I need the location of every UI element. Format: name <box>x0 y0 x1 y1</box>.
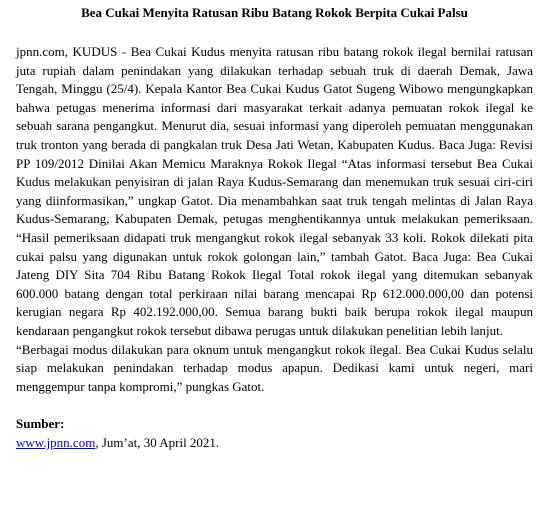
source-link[interactable]: www.jpnn.com <box>16 434 96 450</box>
article-paragraph-1: jpnn.com, KUDUS - Bea Cukai Kudus menyita ratusan ribu batang rokok ilegal bernilai ratusan juta rupiah dalam penindakan yang dilakukan terhadap sebuah truk di daerah Demak, Jawa Tengah, Minggu (25/4). Kepala Kantor Bea Cukai Kudus Gatot Sugeng Wibowo mengungkapkan bahwa petugas menerima informasi dari masyarakat terkait adanya pemuatan rokok ilegal ke sebuah sarana pengangkut. Menurut dia, sesuai informasi yang diperoleh pemuatan menggunakan truk tronton yang berada di pangkalan truk Desa Jati Wetan, Kabupaten Kudus. Baca Juga: Revisi PP 109/2012 Dinilai Akan Memicu Maraknya Rokok Ilegal “Atas informasi tersebut Bea Cukai Kudus melakukan penyisiran di jalan Raya Kudus-Semarang dan menemukan truk sesuai ciri-ciri yang diinformasikan,” ungkap Gatot. Dia menambahkan saat truk tengah melintas di Jalan Raya Kudus-Semarang, Kabupaten Demak, petugas menghentikannya untuk melakukan pemeriksaan. “Hasil pemeriksaan didapati truk mengangkut rokok ilegal sebanyak 33 koli. Rokok dilekati pita cukai palsu yang digunakan untuk rokok golongan lain,” tambah Gatot. Baca Juga: Bea Cukai Jateng DIY Sita 704 Ribu Batang Rokok Ilegal Total rokok ilegal yang ditemukan sebanyak 600.000 batang dengan total perkiraan nilai barang mencapai Rp 612.000.000,00 dan potensi kerugian negara Rp 402.192.000,00. Semua barang bukti baik berupa rokok ilegal maupun kendaraan pengangkut rokok tersebut dibawa perugas untuk dilakukan penelitian lebih lanjut. <box>16 44 533 338</box>
article-title: Bea Cukai Menyita Ratusan Ribu Batang Rokok Berpita Cukai Palsu <box>81 5 468 20</box>
source-date: , Jum’at, 30 April 2021. <box>95 434 220 450</box>
source-heading: Sumber: <box>16 416 65 432</box>
source-line <box>16 434 533 453</box>
article-body <box>16 43 533 396</box>
source-section <box>16 415 533 452</box>
article-paragraph-2: “Berbagai modus dilakukan para oknum untuk mengangkut rokok ilegal. Bea Cukai Kudus selalu siap melakukan penindakan terhadap modus apapun. Dedikasi kami untuk negeri, mari menggempur tanpa kompromi,” pungkas Gatot. <box>16 341 533 394</box>
